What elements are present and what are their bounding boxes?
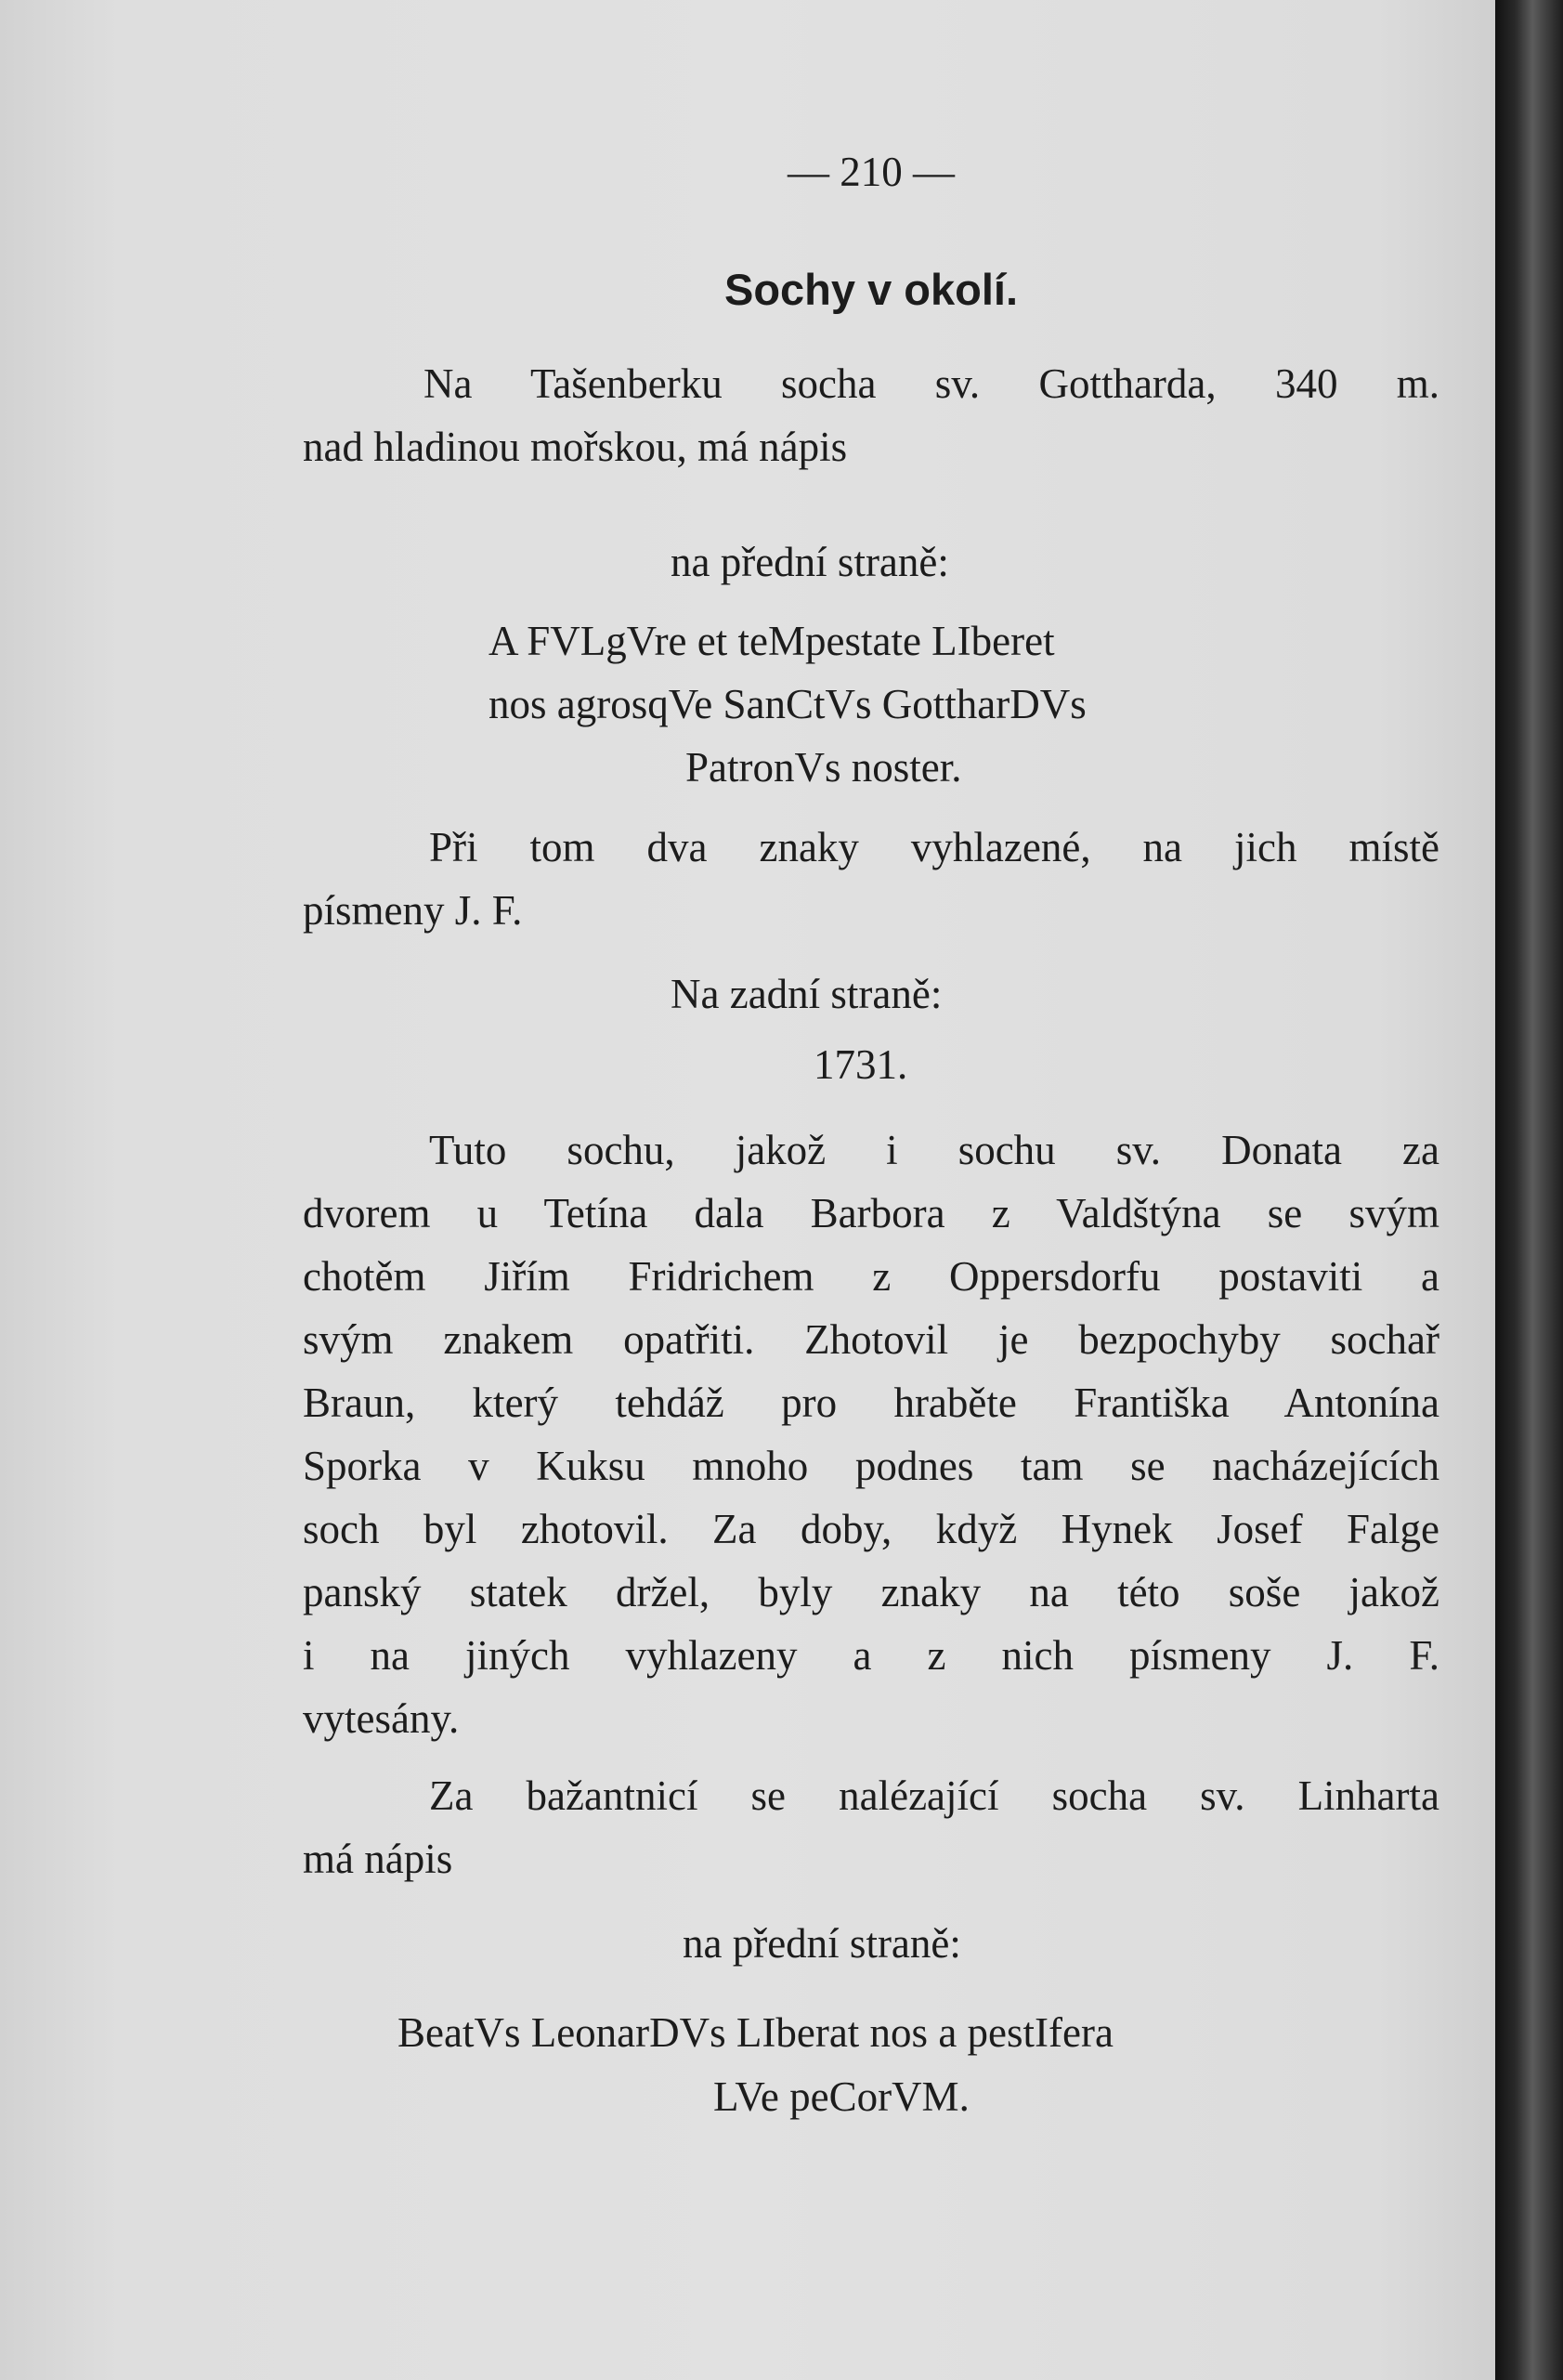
paragraph-line: chotěm Jiřím Fridrichem z Oppersdorfu postaviti a — [303, 1253, 1439, 1300]
section-heading: Sochy v okolí. — [723, 265, 1019, 314]
inscription-line-3: PatronVs noster. — [685, 744, 962, 791]
paragraph-line: dvorem u Tetína dala Barbora z Valdštýna se svým — [303, 1190, 1439, 1236]
paragraph-line: soch byl zhotovil. Za doby, když Hynek Josef Falge — [303, 1506, 1439, 1552]
intro-line-1: Za bažantnicí se nalézající socha sv. Linharta — [429, 1772, 1439, 1819]
intro-line-2: má nápis — [303, 1836, 453, 1882]
front-side-label: na přední straně: — [683, 1920, 961, 1967]
inscription-line-1: BeatVs LeonarDVs LIberat nos a pestIfera — [397, 2009, 1114, 2056]
paragraph-line: Braun, který tehdáž pro hraběte Františka Antonína — [303, 1380, 1439, 1426]
paragraph-line: panský statek držel, byly znaky na této soše jakož — [303, 1569, 1439, 1615]
front-side-label: na přední straně: — [671, 539, 949, 585]
paragraph-line: svým znakem opatřiti. Zhotovil je bezpochyby sochař — [303, 1316, 1439, 1363]
back-side-label: Na zadní straně: — [671, 971, 943, 1017]
year: 1731. — [814, 1041, 908, 1088]
paragraph-line: vytesány. — [303, 1695, 460, 1742]
paragraph-line: Tuto sochu, jakož i sochu sv. Donata za — [429, 1127, 1439, 1173]
note-line-2: písmeny J. F. — [303, 887, 523, 934]
paragraph-line: i na jiných vyhlazeny a z nich písmeny J. F. — [303, 1632, 1439, 1679]
page-number: — 210 — — [788, 149, 955, 195]
note-line-1: Při tom dva znaky vyhlazené, na jich místě — [429, 824, 1439, 870]
inscription-line-2: LVe peCorVM. — [713, 2073, 970, 2120]
inscription-line-1: A FVLgVre et teMpestate LIberet — [488, 618, 1055, 664]
intro-line-2: nad hladinou mořskou, má nápis — [303, 424, 848, 470]
intro-line-1: Na Tašenberku socha sv. Gottharda, 340 m. — [423, 360, 1439, 407]
paragraph-line: Sporka v Kuksu mnoho podnes tam se nacházejících — [303, 1443, 1439, 1489]
inscription-line-2: nos agrosqVe SanCtVs GottharDVs — [488, 681, 1087, 727]
page-binding-edge — [1495, 0, 1563, 2380]
